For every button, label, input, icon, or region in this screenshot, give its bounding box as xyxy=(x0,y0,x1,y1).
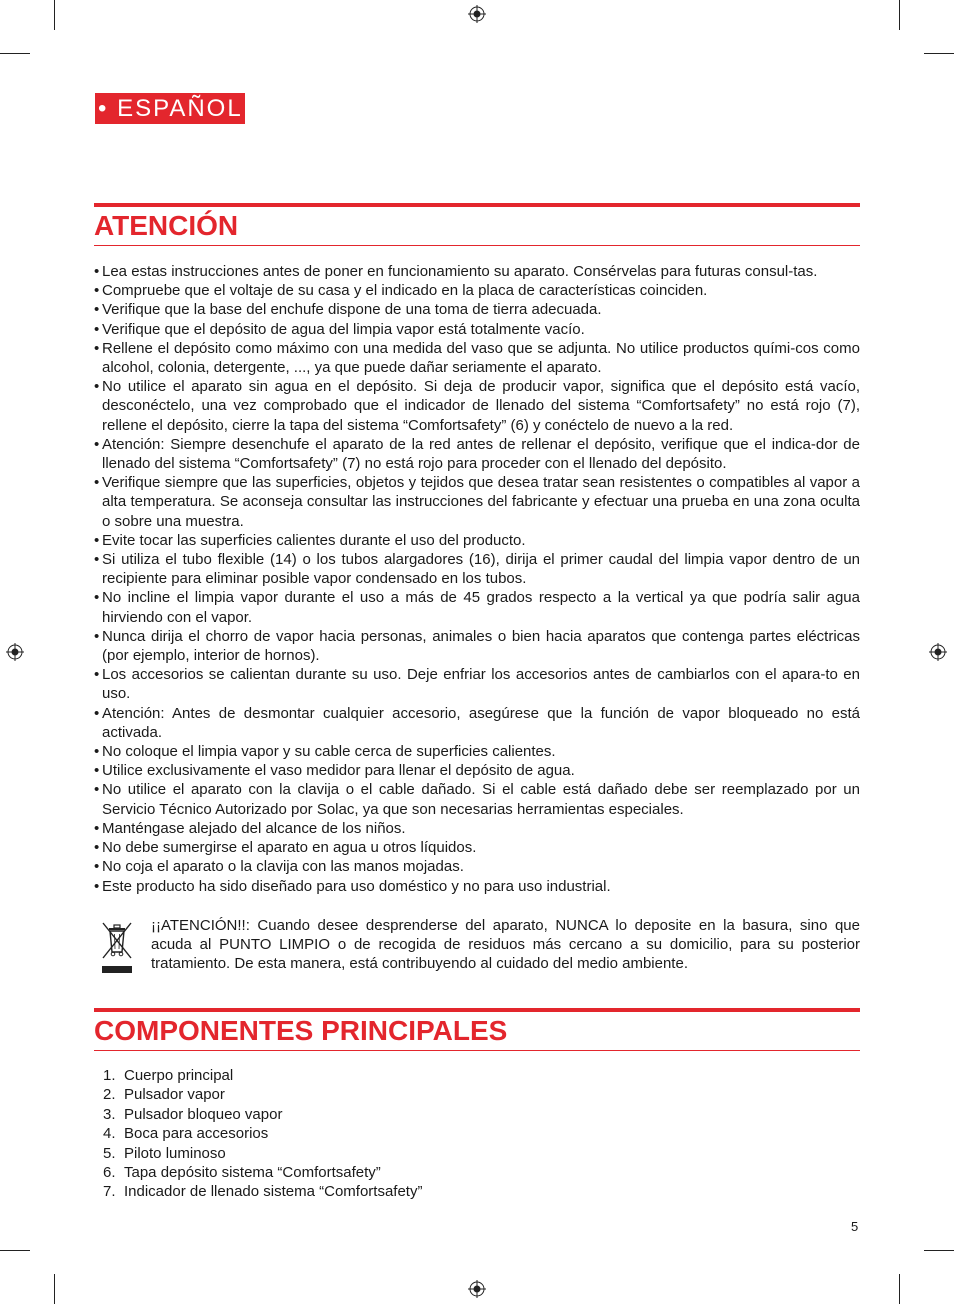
attention-header xyxy=(94,203,860,246)
attention-item: • No coloque el limpia vapor y su cable cerca de superficies calientes. xyxy=(94,742,860,761)
attention-item: • No utilice el aparato con la clavija o el cable dañado. Si el cable está dañado debe ser reemplazado por un Servicio Técnico Autorizado por Solac, ya que son necesarias herramientas especiales. xyxy=(94,780,860,818)
attention-item: • No coja el aparato o la clavija con las manos mojadas. xyxy=(94,857,860,876)
list-item xyxy=(103,1182,422,1201)
item-label: Indicador de llenado sistema “Comfortsafety” xyxy=(124,1183,423,1201)
list-item xyxy=(103,1163,422,1182)
item-number: 6. xyxy=(103,1164,116,1182)
item-number: 7. xyxy=(103,1183,116,1201)
item-label: Boca para accesorios xyxy=(124,1125,269,1143)
item-label: Cuerpo principal xyxy=(124,1067,234,1084)
list-item xyxy=(103,1066,422,1085)
list-item xyxy=(103,1124,422,1143)
crossed-out-wheelie-bin-icon xyxy=(100,920,134,974)
item-label: Pulsador bloqueo vapor xyxy=(124,1105,283,1123)
attention-item: • Verifique que la base del enchufe dispone de una toma de tierra adecuada. xyxy=(94,300,860,319)
header-underline xyxy=(94,1050,860,1051)
attention-item: • Rellene el depósito como máximo con una medida del vaso que se adjunta. No utilice productos quími-cos como alcohol, colonia, detergente, ..., ya que puede dañar seriamente el aparato. xyxy=(94,339,860,377)
attention-item: • Verifique que el depósito de agua del limpia vapor está totalmente vacío. xyxy=(94,320,860,339)
attention-item: • Verifique siempre que las superficies, objetos y tejidos que desea tratar sean resistentes o compatibles al vapor a alta temperatura. Se aconseja consultar las instrucciones del fabricante y efectuar una prueba en una zona oculta o sobre una muestra. xyxy=(94,473,860,531)
crop-mark xyxy=(54,1274,55,1304)
attention-item: • Nunca dirija el chorro de vapor hacia personas, animales o bien hacia aparatos que contenga partes eléctricas (por ejemplo, interior de hornos). xyxy=(94,627,860,665)
crop-mark xyxy=(54,0,55,30)
attention-item: • Manténgase alejado del alcance de los niños. xyxy=(94,819,860,838)
crop-mark xyxy=(899,1274,900,1304)
crop-mark xyxy=(0,1250,30,1251)
components-header xyxy=(94,1008,860,1051)
attention-item: • Atención: Antes de desmontar cualquier accesorio, asegúrese que la función de vapor bloqueado no está activada. xyxy=(94,704,860,742)
attention-item: • No debe sumergirse el aparato en agua u otros líquidos. xyxy=(94,838,860,857)
page-number: 5 xyxy=(851,1219,859,1234)
attention-item: • Atención: Siempre desenchufe el aparato de la red antes de rellenar el depósito, verifique que el indica-dor de llenado del sistema “Comfortsafety” (7) no está rojo para proceder con el llenado del depósito. xyxy=(94,435,860,473)
item-label: Pulsador vapor xyxy=(124,1086,225,1104)
crop-mark xyxy=(899,0,900,30)
list-item xyxy=(103,1105,422,1124)
list-item xyxy=(103,1144,422,1163)
registration-mark-icon xyxy=(468,1280,486,1298)
attention-item: • No incline el limpia vapor durante el uso a más de 45 grados respecto a la vertical ya que podría salir agua hirviendo con el vapor. xyxy=(94,588,860,626)
item-number: 3. xyxy=(103,1105,116,1123)
attention-item: • Este producto ha sido diseñado para uso doméstico y no para uso industrial. xyxy=(94,877,860,896)
attention-item: • Utilice exclusivamente el vaso medidor para llenar el depósito de agua. xyxy=(94,761,860,780)
attention-list xyxy=(94,262,860,896)
attention-item: • Los accesorios se calientan durante su uso. Deje enfriar los accesorios antes de cambiarlos con el apara-to en uso. xyxy=(94,665,860,703)
attention-item: • Si utiliza el tubo flexible (14) o los tubos alargadores (16), dirija el primer caudal del limpia vapor dentro de un recipiente para eliminar posible vapor condensado en los tubos. xyxy=(94,550,860,588)
item-label: Piloto luminoso xyxy=(124,1144,226,1162)
disposal-text: ¡¡ATENCIÓN!!: Cuando desee desprenderse del aparato, NUNCA lo deposite en la basura, sino que acuda al PUNTO LIMPIO o de recogida de residuos más cercano a su domicilio, para su posterior tratamiento. De esta manera, está contribuyendo al cuidado del medio ambiente. xyxy=(151,917,860,973)
disposal-note xyxy=(94,916,860,974)
components-title: COMPONENTES PRINCIPALES xyxy=(94,1015,508,1046)
registration-mark-icon xyxy=(929,643,947,661)
header-underline xyxy=(94,245,860,246)
item-number: 1. xyxy=(103,1067,116,1084)
registration-mark-icon xyxy=(6,643,24,661)
attention-item: • Compruebe que el voltaje de su casa y el indicado en la placa de características coinciden. xyxy=(94,281,860,300)
attention-item: • No utilice el aparato sin agua en el depósito. Si deja de producir vapor, significa que el depósito está vacío, desconéctelo, una vez comprobado que el indicador de llenado del sistema “Comfortsafety” no está rojo (7), rellene el depósito, cierre la tapa del sistema “Comfortsafety” (6) y conéctelo de nuevo a la red. xyxy=(94,377,860,435)
item-number: 4. xyxy=(103,1125,116,1143)
item-number: 5. xyxy=(103,1144,116,1162)
list-item xyxy=(103,1085,422,1104)
crop-mark xyxy=(924,1250,954,1251)
attention-item: • Evite tocar las superficies calientes durante el uso del producto. xyxy=(94,531,860,550)
registration-mark-icon xyxy=(468,5,486,23)
components-list xyxy=(103,1066,422,1202)
crop-mark xyxy=(924,53,954,54)
item-label: Tapa depósito sistema “Comfortsafety” xyxy=(124,1164,381,1182)
item-number: 2. xyxy=(103,1086,116,1104)
crop-mark xyxy=(0,53,30,54)
attention-item: • Lea estas instrucciones antes de poner en funcionamiento su aparato. Consérvelas para futuras consul-tas. xyxy=(94,262,860,281)
attention-title: ATENCIÓN xyxy=(94,210,239,241)
language-tab: • ESPAÑOL xyxy=(95,93,245,124)
